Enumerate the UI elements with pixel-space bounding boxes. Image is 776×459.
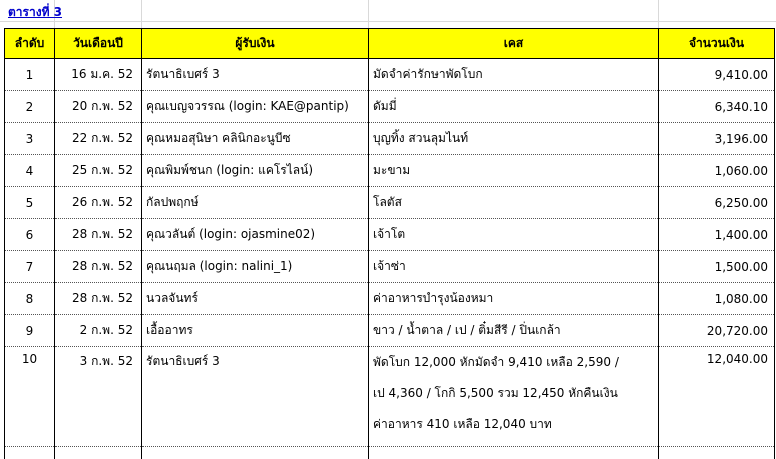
cell-no[interactable]: 6 <box>5 219 55 251</box>
table-row <box>5 91 775 123</box>
cell-case[interactable] <box>369 347 659 447</box>
cell-payee[interactable]: คุณพิมพ์ชนก (login: แคโรไลน์) <box>142 155 369 187</box>
cell-amount[interactable]: 9,410.00 <box>659 59 775 91</box>
cell-case[interactable]: มะขาม <box>369 155 659 187</box>
cell-amount[interactable]: 3,196.00 <box>659 123 775 155</box>
table-row <box>5 187 775 219</box>
cell-date[interactable]: 25 ก.พ. 52 <box>55 155 142 187</box>
cell-case[interactable]: บุญทิ้ง สวนลุมไนท์ <box>369 123 659 155</box>
table-row <box>5 123 775 155</box>
cell-no[interactable]: 2 <box>5 91 55 123</box>
grid-row-line <box>0 21 776 22</box>
table-row <box>5 155 775 187</box>
cell-payee[interactable]: รัตนาธิเบศร์ 3 <box>142 59 369 91</box>
header-no[interactable]: ลำดับ <box>5 29 55 59</box>
cell-empty[interactable] <box>659 447 775 459</box>
cell-no[interactable]: 1 <box>5 59 55 91</box>
cell-payee[interactable]: คุณวลันต์ (login: ojasmine02) <box>142 219 369 251</box>
case-line: พัดโบก 12,000 หักมัดจำ 9,410 เหลือ 2,590 / <box>373 347 654 378</box>
cell-payee[interactable]: คุณเบญจวรรณ (login: KAE@pantip) <box>142 91 369 123</box>
cell-empty[interactable] <box>142 447 369 459</box>
cell-empty[interactable] <box>5 447 55 459</box>
cell-empty[interactable] <box>369 447 659 459</box>
sheet-title[interactable]: ตารางที่ 3 <box>8 3 62 22</box>
cell-amount[interactable]: 1,400.00 <box>659 219 775 251</box>
cell-amount[interactable]: 1,500.00 <box>659 251 775 283</box>
cell-empty[interactable] <box>55 447 142 459</box>
cell-amount[interactable]: 6,250.00 <box>659 187 775 219</box>
header-amount[interactable]: จำนวนเงิน <box>659 29 775 59</box>
cell-amount[interactable]: 6,340.10 <box>659 91 775 123</box>
cell-case[interactable]: ค่าอาหารบำรุงน้องหมา <box>369 283 659 315</box>
cell-case[interactable]: ขาว / น้ำตาล / เป / ติ๋มสีรี / ปิ่นเกล้า <box>369 315 659 347</box>
cell-case[interactable]: มัดจำค่ารักษาพัดโบก <box>369 59 659 91</box>
cell-date[interactable]: 2 ก.พ. 52 <box>55 315 142 347</box>
cell-amount[interactable]: 1,060.00 <box>659 155 775 187</box>
cell-no[interactable]: 9 <box>5 315 55 347</box>
cell-no[interactable]: 8 <box>5 283 55 315</box>
cell-case[interactable]: เจ้าโต <box>369 219 659 251</box>
cell-no[interactable]: 4 <box>5 155 55 187</box>
table-row <box>5 251 775 283</box>
header-payee[interactable]: ผู้รับเงิน <box>142 29 369 59</box>
cell-payee[interactable]: คุณหมอสุนิษา คลินิกอะนูบีซ <box>142 123 369 155</box>
case-line: เป 4,360 / โกกิ 5,500 รวม 12,450 หักคืนเงิน <box>373 378 654 409</box>
cell-payee[interactable]: นวลจันทร์ <box>142 283 369 315</box>
table-row <box>5 283 775 315</box>
header-date[interactable]: วันเดือนปี <box>55 29 142 59</box>
table-row <box>5 347 775 447</box>
cell-case[interactable]: เจ้าซ่า <box>369 251 659 283</box>
cell-no[interactable]: 3 <box>5 123 55 155</box>
cell-payee[interactable]: คุณนฤมล (login: nalini_1) <box>142 251 369 283</box>
table-row-partial <box>5 447 775 459</box>
header-row <box>5 29 775 59</box>
cell-no[interactable]: 7 <box>5 251 55 283</box>
cell-payee[interactable]: กัลปพฤกษ์ <box>142 187 369 219</box>
cell-amount[interactable]: 20,720.00 <box>659 315 775 347</box>
cell-payee[interactable]: เอื้ออาทร <box>142 315 369 347</box>
table-row <box>5 59 775 91</box>
cell-date[interactable]: 26 ก.พ. 52 <box>55 187 142 219</box>
cell-no[interactable]: 5 <box>5 187 55 219</box>
header-case[interactable]: เคส <box>369 29 659 59</box>
cell-case[interactable]: โลตัส <box>369 187 659 219</box>
cell-payee[interactable]: รัตนาธิเบศร์ 3 <box>142 347 369 447</box>
cell-date[interactable]: 20 ก.พ. 52 <box>55 91 142 123</box>
cell-date[interactable]: 16 ม.ค. 52 <box>55 59 142 91</box>
table-row <box>5 219 775 251</box>
cell-date[interactable]: 22 ก.พ. 52 <box>55 123 142 155</box>
cell-amount[interactable]: 12,040.00 <box>659 347 775 447</box>
cell-date[interactable]: 28 ก.พ. 52 <box>55 219 142 251</box>
cell-case[interactable]: ดัมมี่ <box>369 91 659 123</box>
table-row <box>5 315 775 347</box>
cell-amount[interactable]: 1,080.00 <box>659 283 775 315</box>
payment-table <box>4 28 775 459</box>
cell-date[interactable]: 28 ก.พ. 52 <box>55 251 142 283</box>
cell-date[interactable]: 28 ก.พ. 52 <box>55 283 142 315</box>
cell-date[interactable]: 3 ก.พ. 52 <box>55 347 142 447</box>
case-line: ค่าอาหาร 410 เหลือ 12,040 บาท <box>373 409 654 440</box>
cell-no[interactable]: 10 <box>5 347 55 447</box>
